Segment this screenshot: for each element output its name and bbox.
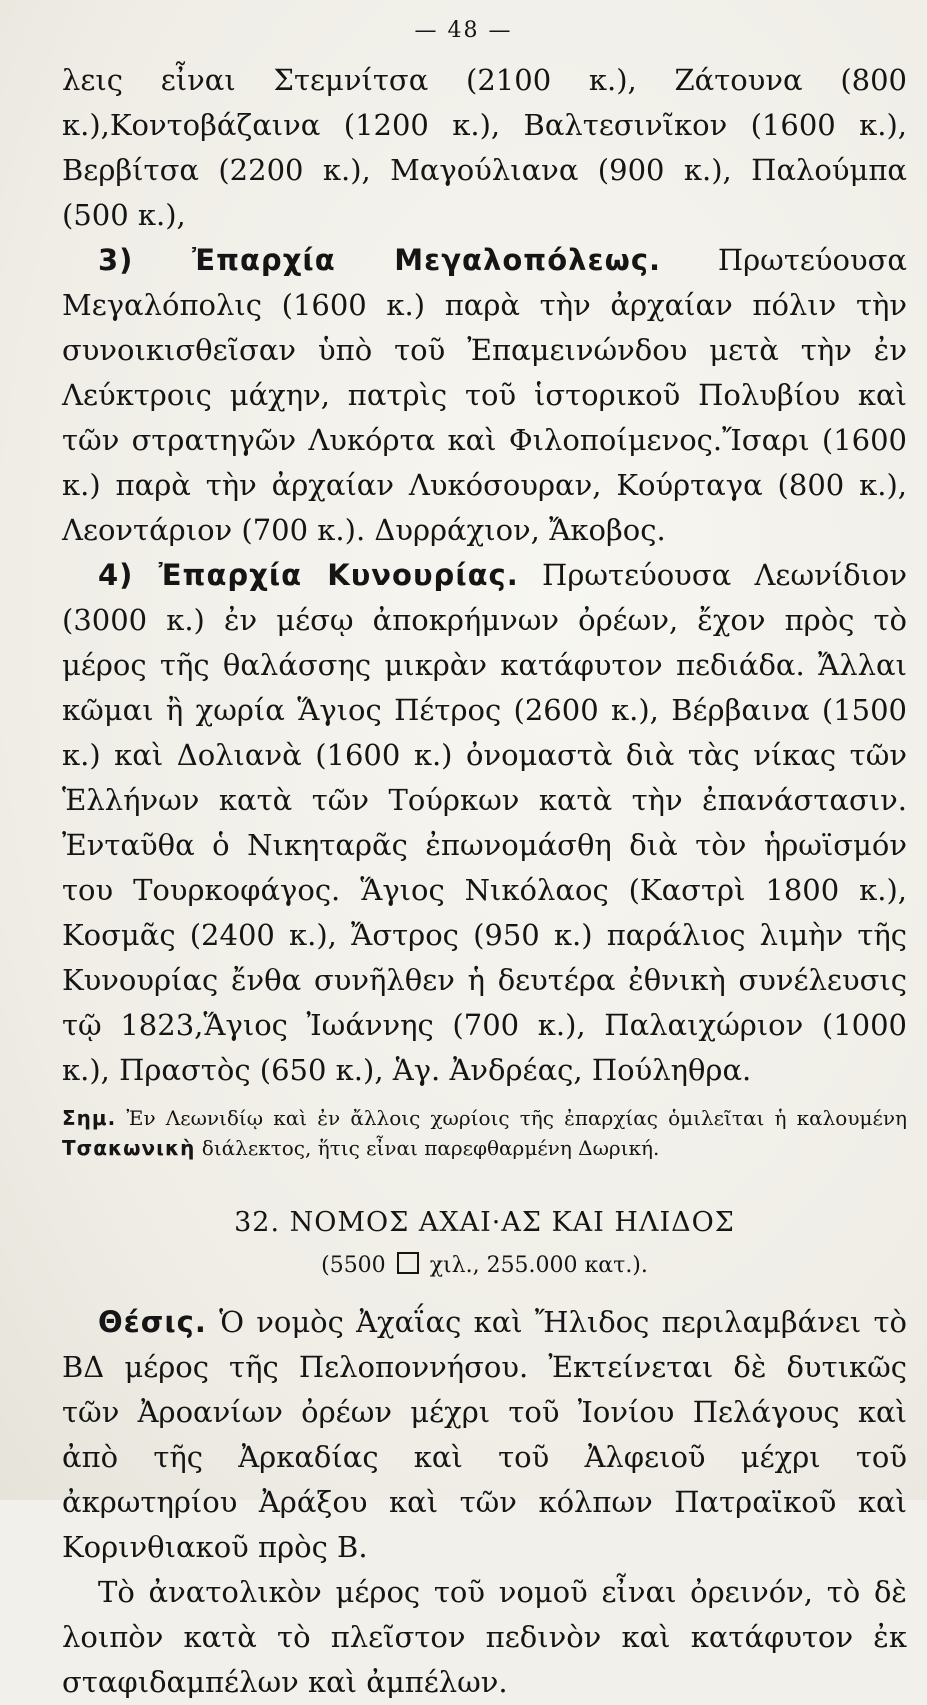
heading-kynouria: 4) Ἐπαρχία Κυνουρίας. (98, 558, 519, 592)
footnote-text-before: Ἐν Λεωνιδίῳ καὶ ἐν ἄλλοις χωρίοις τῆς ἐπαρχίας ὁμιλεῖται ἡ καλουμένη (116, 1106, 907, 1130)
area-prefix: (5500 (321, 1253, 386, 1278)
paragraph-megalopolis (62, 238, 907, 553)
text-theseis: Ὁ νομὸς Ἀχαΐας καὶ Ἤλιδος περιλαμβάνει τὸ ΒΔ μέρος τῆς Πελοποννήσου. Ἐκτείνεται δὲ δυτικῶς τῶν Ἀροανίων ὀρέων μέχρι τοῦ Ἰονίου Πελάγους καὶ ἀπὸ τῆς Ἀρκαδίας καὶ τοῦ Ἀλφειοῦ μέχρι τοῦ ἀκρωτηρίου Ἀράξου καὶ τῶν κόλπων Πατραϊκοῦ καὶ Κορινθιακοῦ πρὸς Β. (62, 1305, 907, 1564)
text-kynouria: Πρωτεύουσα Λεωνίδιον (3000 κ.) ἐν μέσῳ ἀποκρήμνων ὀρέων, ἔχον πρὸς τὸ μέρος τῆς θαλάσσης μικρὰν κατάφυτον πεδιάδα. Ἄλλαι κῶμαι ἢ χωρία Ἅγιος Πέτρος (2600 κ.), Βέρβαινα (1500 κ.) καὶ Δολιανὰ (1600 κ.) ὀνομαστὰ διὰ τὰς νίκας τῶν Ἑλλήνων κατὰ τῶν Τούρκων κατὰ τὴν ἐπανάστασιν. Ἐνταῦθα ὁ Νικηταρᾶς ἐπωνομάσθη διὰ τὸν ἡρωϊσμόν του Τουρκοφάγος. Ἅγιος Νικόλαος (Καστρὶ 1800 κ.), Κοσμᾶς (2400 κ.), Ἄστρος (950 κ.) παράλιος λιμὴν τῆς Κυνουρίας ἔνθα συνῆλθεν ἡ δευτέρα ἐθνικὴ συνέλευσις τῷ 1823,Ἅγιος Ἰωάννης (700 κ.), Παλαιχώριον (1000 κ.), Πραστὸς (650 κ.), Ἁγ. Ἀνδρέας, Πούληθρα. (62, 558, 908, 1087)
paragraph-kynouria (62, 553, 907, 1093)
heading-megalopolis: 3) Ἐπαρχία Μεγαλοπόλεως. (98, 243, 662, 277)
paragraph-final: Τὸ ἀνατολικὸν μέρος τοῦ νομοῦ εἶναι ὀρεινόν, τὸ δὲ λοιπὸν κατὰ τὸ πλεῖστον πεδινὸν καὶ κατάφυτον ἐκ σταφιδαμπέλων καὶ ἀμπέλων. (62, 1575, 907, 1699)
paragraph-arcadia-villages: λεις εἶναι Στεμνίτσα (2100 κ.), Ζάτουνα (800 κ.),Κοντοβάζαινα (1200 κ.), Βαλτεσινῖκον (1600 κ.), Βερβίτσα (2200 κ.), Μαγούλιανα (900 κ.), Παλούμπα (500 κ.), (62, 63, 907, 232)
paragraph-theseis (62, 1300, 907, 1570)
section-area (62, 1252, 907, 1278)
footnote-text-after: διάλεκτος, ἥτις εἶναι παρεφθαρμένη Δωρική. (195, 1136, 660, 1160)
footnote-label: Σημ. (62, 1106, 117, 1130)
footnote (62, 1103, 907, 1163)
page-content (62, 58, 907, 1705)
footnote-term: Τσακωνικὴ (62, 1136, 196, 1160)
area-suffix: χιλ., 255.000 κατ.). (429, 1253, 648, 1278)
heading-theseis: Θέσις. (98, 1305, 207, 1339)
square-icon (397, 1252, 419, 1274)
page-number: — 48 — (414, 18, 513, 43)
section-title: 32. ΝΟΜΟΣ ΑΧΑΙ·ΑΣ ΚΑΙ ΗΛΙΔΟΣ (234, 1207, 735, 1238)
text-megalopolis: Πρωτεύουσα Μεγαλόπολις (1600 κ.) παρὰ τὴν ἀρχαίαν πόλιν τὴν συνοικισθεῖσαν ὑπὸ τοῦ Ἐπαμεινώνδου μετὰ τὴν ἐν Λεύκτροις μάχην, πατρὶς τοῦ ἱστορικοῦ Πολυβίου καὶ τῶν στρατηγῶν Λυκόρτα καὶ Φιλοποίμενος.Ἴσαρι (1600 κ.) παρὰ τὴν ἀρχαίαν Λυκόσουραν, Κούρταγα (800 κ.), Λεοντάριον (700 κ.). Δυρράχιον, Ἄκοβος. (62, 243, 907, 547)
